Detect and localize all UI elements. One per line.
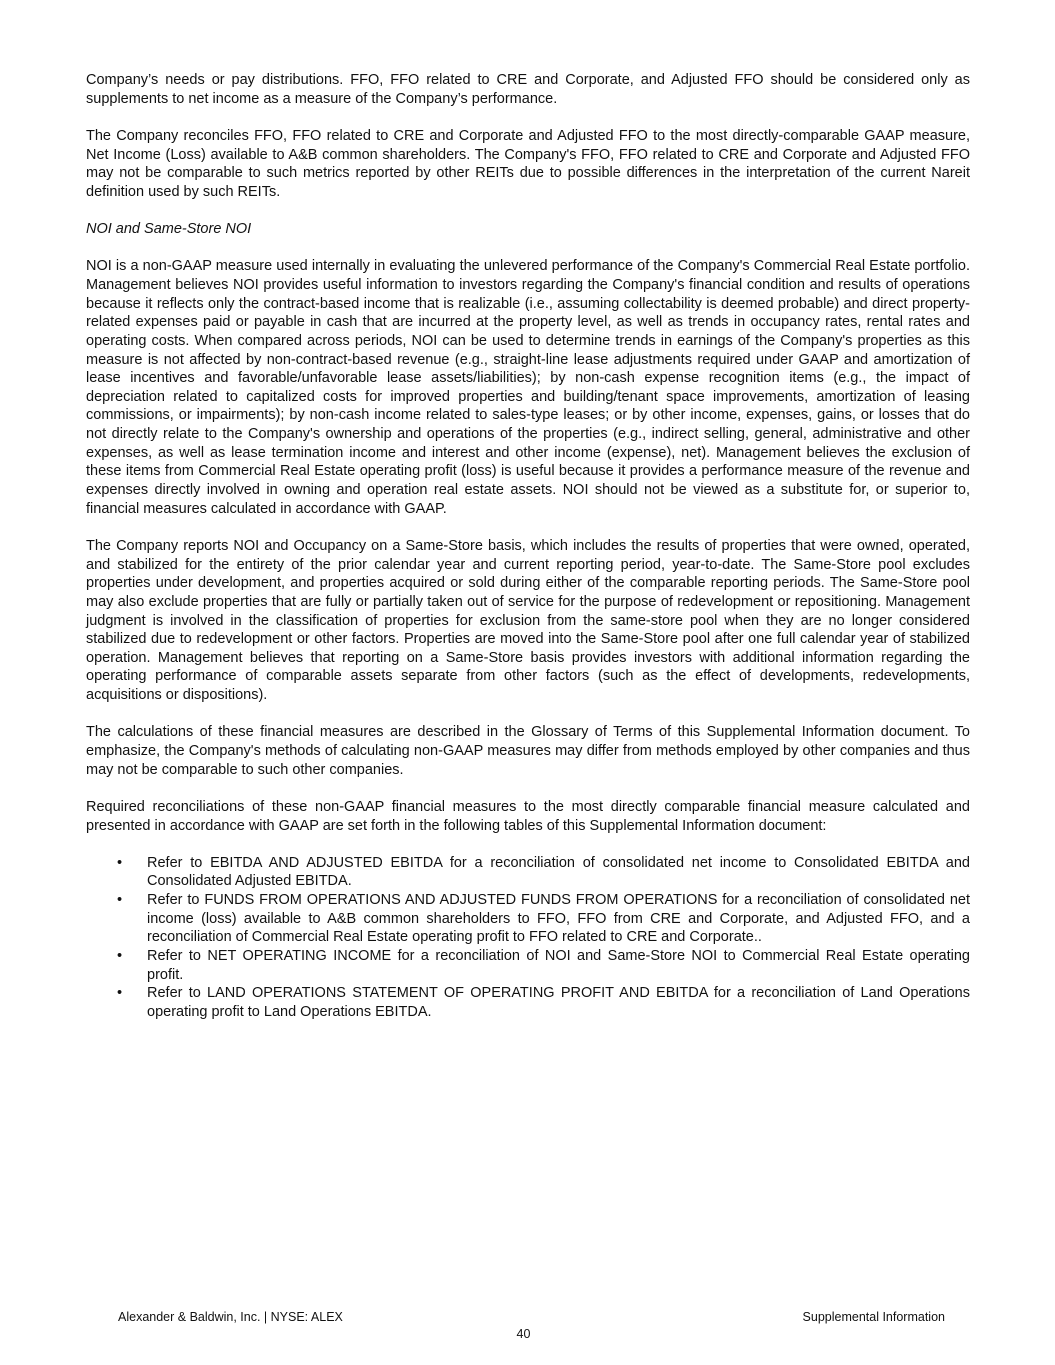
list-item-text: Refer to FUNDS FROM OPERATIONS AND ADJUSTED FUNDS FROM OPERATIONS for a reconciliation of consolidated net income (loss) available to A&B common shareholders to FFO, FFO from CRE and Corporate, and Adjusted FFO, and a reconciliation of Commercial Real Estate operating profit to FFO related to CRE and Corporate.. xyxy=(147,892,970,946)
footer-doc-title: Supplemental Information xyxy=(802,1310,945,1324)
list-item xyxy=(86,984,970,1021)
list-item xyxy=(86,891,970,947)
list-item xyxy=(86,947,970,984)
paragraph-ffo-reconcile: The Company reconciles FFO, FFO related to CRE and Corporate and Adjusted FFO to the most directly-comparable GAAP measure, Net Income (Loss) available to A&B common shareholders. The Company's FFO, FFO related to CRE and Corporate and Adjusted FFO may not be comparable to such metrics reported by other REITs due to possible differences in the interpretation of the current Nareit definition used by such REITs. xyxy=(86,127,970,200)
bullet-icon: • xyxy=(117,854,123,871)
paragraph-calculations: The calculations of these financial measures are described in the Glossary of Terms of this Supplemental Information document. To emphasize, the Company's methods of calculating non-GAAP measures may differ from methods employed by other companies and thus may not be comparable to such other companies. xyxy=(86,724,970,778)
page-number: 40 xyxy=(516,1327,531,1341)
paragraph-ffo-supplement: Company’s needs or pay distributions. FFO, FFO related to CRE and Corporate, and Adjusted FFO should be considered only as supplements to net income as a measure of the Company’s performance. xyxy=(86,72,970,107)
paragraph-same-store: The Company reports NOI and Occupancy on a Same-Store basis, which includes the results of properties that were owned, operated, and stabilized for the entirety of the prior calendar year and current reporting period, year-to-date. The Same-Store pool excludes properties under development, and properties acquired or sold during either of the comparable reporting periods. The Same-Store pool may also exclude properties that are fully or partially taken out of service for the purpose of redevelopment or repositioning. Management judgment is involved in the classification of properties for exclusion from the same-store pool when they are no longer considered stabilized due to redevelopment or other factors. Properties are moved into the Same-Store pool after one full calendar year of stabilized operation. Management believes that reporting on a Same-Store basis provides investors with additional information regarding the operating performance of comparable assets separate from other factors (such as the effect of developments, redevelopments, acquisitions or dispositions). xyxy=(86,537,970,704)
section-heading-noi: NOI and Same-Store NOI xyxy=(86,221,252,238)
list-item xyxy=(86,854,970,891)
footer-company: Alexander & Baldwin, Inc. | NYSE: ALEX xyxy=(118,1310,343,1324)
list-item-text: Refer to NET OPERATING INCOME for a reconciliation of NOI and Same-Store NOI to Commercial Real Estate operating profit. xyxy=(147,948,970,983)
bullet-icon: • xyxy=(117,985,123,1002)
list-item-text: Refer to EBITDA AND ADJUSTED EBITDA for a reconciliation of consolidated net income to Consolidated EBITDA and Consolidated Adjusted EBITDA. xyxy=(147,854,970,890)
reconciliation-list xyxy=(86,854,970,1022)
bullet-icon: • xyxy=(117,892,123,909)
document-body xyxy=(86,71,970,1022)
bullet-icon: • xyxy=(117,948,123,964)
paragraph-noi-definition: NOI is a non-GAAP measure used internally in evaluating the unlevered performance of the Company's Commercial Real Estate portfolio. Management believes NOI provides useful information to investors regarding the Company's financial condition and results of operations because it reflects only the contract-based income that is realizable (i.e., assuming collectability is deemed probable) and direct property-related expenses paid or payable in cash that are incurred at the property level, as well as trends in occupancy rates, rental rates and operating costs. When compared across periods, NOI can be used to determine trends in earnings of the Company's properties as this measure is not affected by non-contract-based revenue (e.g., straight-line lease adjustments required under GAAP and amortization of lease incentives and favorable/unfavorable lease assets/liabilities); by non-cash expense recognition items (e.g., the impact of depreciation related to capitalized costs for improved properties and building/tenant space improvements, amortization of leasing commissions, or impairments); by non-cash income related to sales-type leases; or by other income, expenses, gains, or losses that do not directly relate to the Company's ownership and operations of the properties (e.g., indirect selling, general, administrative and other expenses, as well as lease termination income and interest and other income (expense), net). Management believes the exclusion of these items from Commercial Real Estate operating profit (loss) is useful because it provides a performance measure of the revenue and expenses directly involved in owning and operation real estate assets. NOI should not be viewed as a substitute for, or superior to, financial measures calculated in accordance with GAAP. xyxy=(86,258,970,517)
list-item-text: Refer to LAND OPERATIONS STATEMENT OF OPERATING PROFIT AND EBITDA for a reconciliation of Land Operations operating profit to Land Operations EBITDA. xyxy=(147,985,970,1020)
paragraph-required-reconciliations: Required reconciliations of these non-GAAP financial measures to the most directly comparable financial measure calculated and presented in accordance with GAAP are set forth in the following tables of this Supplemental Information document: xyxy=(86,798,970,834)
